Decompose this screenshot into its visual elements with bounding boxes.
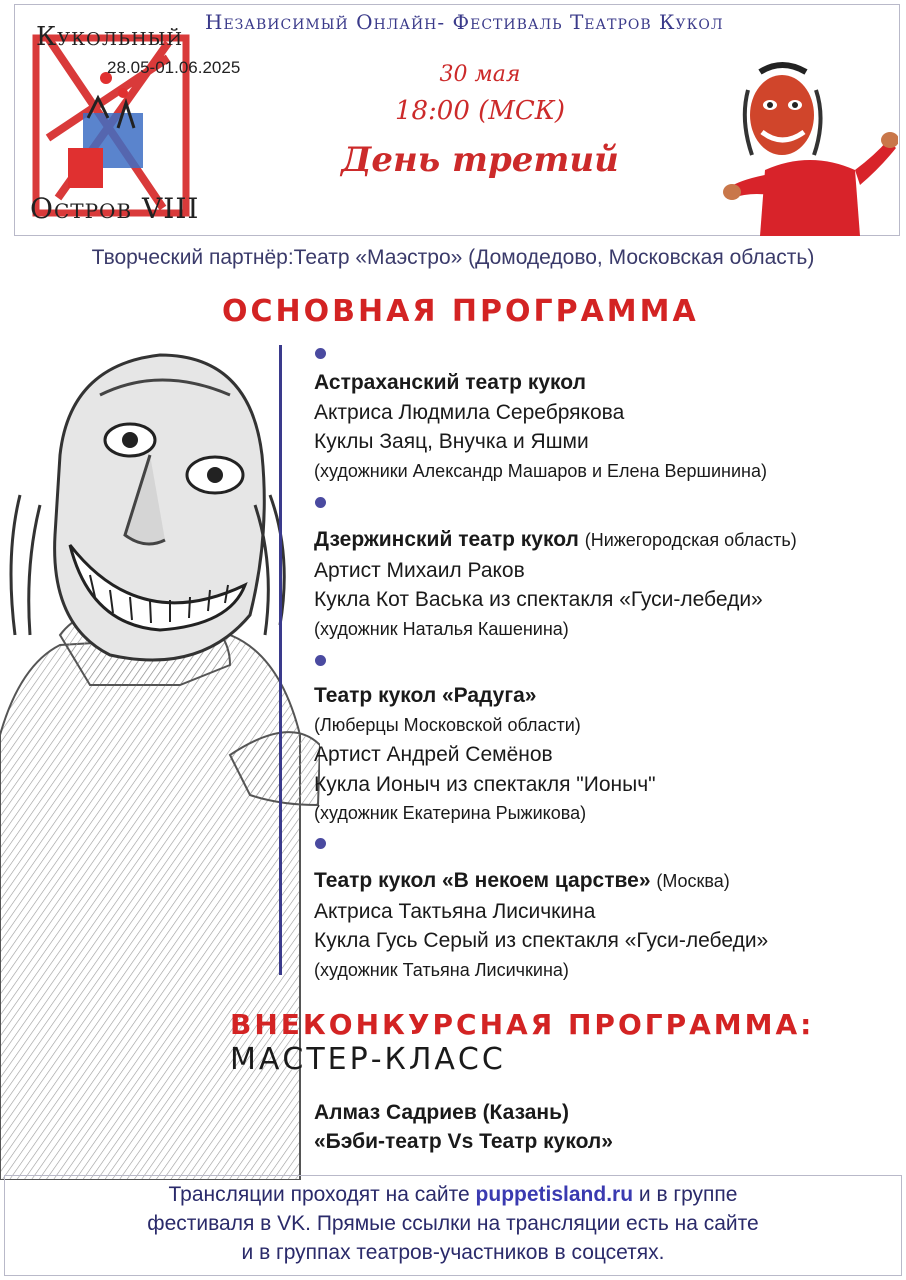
bullet-icon (315, 655, 326, 666)
footer-line-3: и в группах театров-участников в соцсетях. (241, 1241, 665, 1264)
bullet-icon (315, 348, 326, 359)
footer-text-part2: и в группе (633, 1183, 738, 1206)
theatre-region: (Люберцы Московской области) (314, 714, 581, 735)
puppet: Куклы Заяц, Внучка и Яшми (314, 430, 589, 453)
theatre-name: Театр кукол «Радуга» (314, 684, 537, 707)
performer: Артист Михаил Раков (314, 558, 525, 582)
program-entry (314, 681, 894, 829)
bullet-icon (315, 497, 326, 508)
puppet: Кукла Кот Васька из спектакля «Гуси-лебеди» (314, 588, 763, 611)
artists: (художник Татьяна Лисичкина) (314, 959, 569, 980)
site-link[interactable]: puppetisland.ru (475, 1183, 634, 1206)
red-puppet-image (720, 60, 898, 236)
artists: (художники Александр Машаров и Елена Вершинина) (314, 460, 767, 481)
logo-word-top: Кукольный (36, 22, 184, 52)
artists: (художник Екатерина Рыжикова) (314, 803, 587, 823)
main-program-title: ОСНОВНАЯ ПРОГРАММА (222, 294, 699, 329)
event-date: 30 мая (439, 62, 521, 87)
theatre-name: Театр кукол «В некоем царстве» (314, 869, 651, 892)
performer: Артист Андрей Семёнов (314, 743, 553, 766)
theatre-name: Дзержинский театр кукол (314, 528, 579, 551)
program-entry (314, 368, 894, 486)
master-class (314, 1098, 613, 1156)
puppet: Кукла Ионыч из спектакля "Ионыч" (314, 772, 656, 796)
footer-text-part1: Трансляции проходят на сайте (168, 1183, 476, 1206)
event-time: 18:00 (МСК) (394, 96, 566, 126)
footer-line-2: фестиваля в VK. Прямые ссылки на трансляции есть на сайте (147, 1212, 759, 1235)
performer: Актриса Людмила Серебрякова (314, 400, 625, 424)
footer-note (4, 1180, 902, 1267)
class-title: «Бэби-театр Vs Театр кукол» (314, 1130, 613, 1153)
performer: Актриса Тактьяна Лисичкина (314, 899, 596, 923)
program-entry (314, 525, 894, 644)
event-day: День третий (341, 140, 619, 180)
program-divider (279, 345, 282, 975)
creative-partner: Творческий партнёр:Театр «Маэстро» (Домодедово, Московская область) (91, 246, 815, 269)
artists: (художник Наталья Кашенина) (314, 618, 569, 639)
theatre-region: (Москва) (656, 871, 730, 891)
festival-dates: 28.05-01.06.2025 (107, 58, 241, 77)
logo-word-bottom: Остров VIII (30, 192, 200, 225)
extra-program-title: ВНЕКОНКУРСНАЯ ПРОГРАММА: (230, 1008, 815, 1041)
theatre-name: Астраханский театр кукол (314, 371, 586, 394)
bullet-icon (315, 838, 326, 849)
master-class-title: МАСТЕР-КЛАСС (230, 1042, 506, 1077)
festival-title: Независимый Онлайн- Фестиваль Театров Кукол (205, 10, 724, 34)
puppet: Кукла Гусь Серый из спектакля «Гуси-лебеди» (314, 929, 769, 952)
theatre-region: (Нижегородская область) (584, 530, 797, 550)
program-entry (314, 866, 894, 985)
presenter: Алмаз Садриев (Казань) (314, 1101, 569, 1124)
